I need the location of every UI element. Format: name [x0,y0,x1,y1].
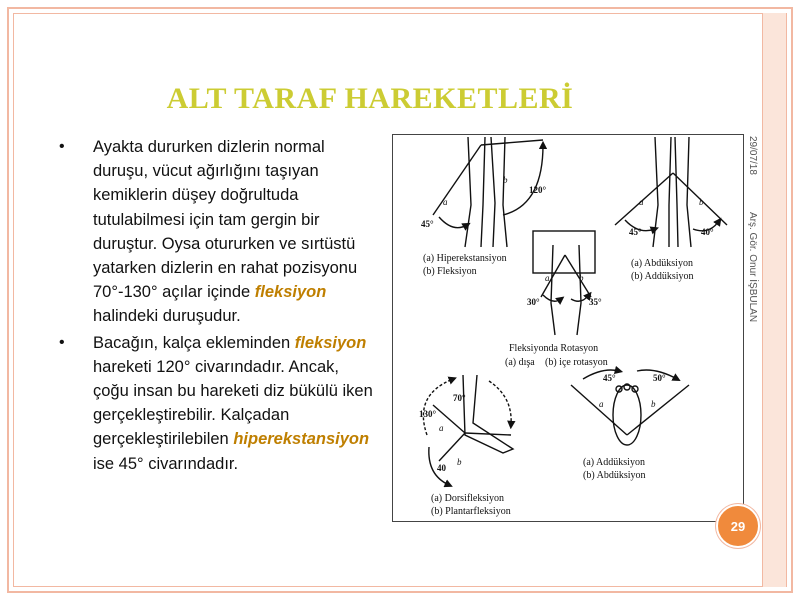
caption-a: (a) Dorsifleksiyon [431,493,505,504]
caption-b: (b) Abdüksiyon [583,470,646,481]
slide-date: 29/07/18 [747,136,758,175]
panel-hip-flexion [421,137,547,277]
label-a: a [639,197,644,207]
bullet-list [57,135,375,478]
seat-outline [533,231,595,273]
angle-b-label: 40° [701,227,714,237]
angle-top-label: 70° [453,393,466,403]
label-b: b [699,197,704,207]
leg-outline-icon [577,245,581,335]
angle-line [433,405,465,433]
leg-outline-icon [687,137,691,247]
label-b: b [579,273,584,283]
caption-a: (a) dışa [505,357,535,368]
bullet-2-highlight-1: fleksiyon [294,333,367,352]
page-number-badge [716,504,760,548]
caption-b: (b) Plantarfleksiyon [431,506,511,517]
angle-b-label: 120° [529,185,547,195]
side-band [762,13,787,587]
leg-outline-icon [491,137,495,247]
caption-b: (b) içe rotasyon [545,357,608,368]
panel-foot-abduction [571,370,689,481]
leg-outline-icon [481,137,485,247]
caption-a: (a) Hiperekstansiyon [423,253,507,264]
angle-line [465,433,511,435]
page-number: 29 [730,518,746,534]
bullet-item-2 [57,331,375,476]
label-b: b [651,399,656,409]
bullet-icon: • [59,333,65,351]
angle-a-label: 45° [603,373,616,383]
arc-arrow-icon [543,295,561,301]
leg-outline-icon [465,137,471,247]
angle-b-label: 35° [589,297,602,307]
angle-line [615,173,673,225]
angle-b-label: 50° [653,373,666,383]
caption-a: (a) Abdüksiyon [631,258,693,269]
caption-a: (a) Addüksiyon [583,457,645,468]
foot-outline-icon [463,375,513,453]
caption-title: Fleksiyonda Rotasyon [509,343,599,354]
bullet-2-text-3: ise 45° civarındadır. [93,454,239,473]
angle-line [565,255,591,297]
label-a: a [599,399,604,409]
leg-outline-icon [675,137,678,247]
angle-left-label: 130° [419,409,437,419]
angle-a-label: 45° [629,227,642,237]
panel-hip-abduction [615,137,727,282]
caption-b: (b) Fleksiyon [423,266,477,277]
angle-line [481,140,543,145]
leg-outline-icon [551,245,555,335]
slide-title: ALT TARAF HAREKETLERİ [166,82,574,115]
arc-arrow-icon [503,145,543,215]
bullet-2-text-2: hareketi 120° civarındadır. Ancak, çoğu insan bu hareketi diz bükülü iken gerçekleştirebilir. Kalçadan gerçekleştirilebilen [93,357,373,449]
leg-outline-icon [503,137,507,247]
label-a: a [443,197,448,207]
arc-arrow-icon [489,381,511,425]
bullet-1-text-2: halindeki duruşudur. [93,307,241,326]
foot-sole-icon [613,385,641,445]
label-b: b [457,457,462,467]
panel-rotation [505,231,608,368]
bullet-2-highlight-2: hiperekstansiyon [233,430,370,449]
movement-diagram [393,135,743,521]
bullet-icon: • [59,138,65,155]
label-a: a [439,423,444,433]
label-b: b [503,175,508,185]
panel-ankle-flexion [419,375,513,517]
leg-outline-icon [653,137,658,247]
slide-author: Arş. Gör. Onur İŞBULAN [747,212,758,323]
arc-arrow-icon [571,295,589,301]
bullet-2-text-1: Bacağın, kalça ekleminden [93,333,295,352]
angle-line [433,145,481,215]
angle-a-label: 45° [421,219,434,229]
bullet-item-1 [57,135,375,329]
bullet-1-text-1: Ayakta dururken dizlerin normal duruşu, vücut ağırlığını taşıyan kemiklerin düşey doğrultuda tutulabilmesi için tam gergin bir duruştur. Oysa otururken ve sırtüstü yatarken dizlerin en rahat pozisyonu 70°-130° açılar içinde [93,138,358,302]
bullet-1-highlight: fleksiyon [254,283,327,302]
leg-outline-icon [669,137,671,247]
angle-b-label: 40 [437,463,446,473]
angle-a-label: 30° [527,297,540,307]
movement-figure [392,134,744,522]
caption-b: (b) Addüksiyon [631,271,694,282]
arc-arrow-icon [439,217,467,228]
label-a: a [545,273,550,283]
